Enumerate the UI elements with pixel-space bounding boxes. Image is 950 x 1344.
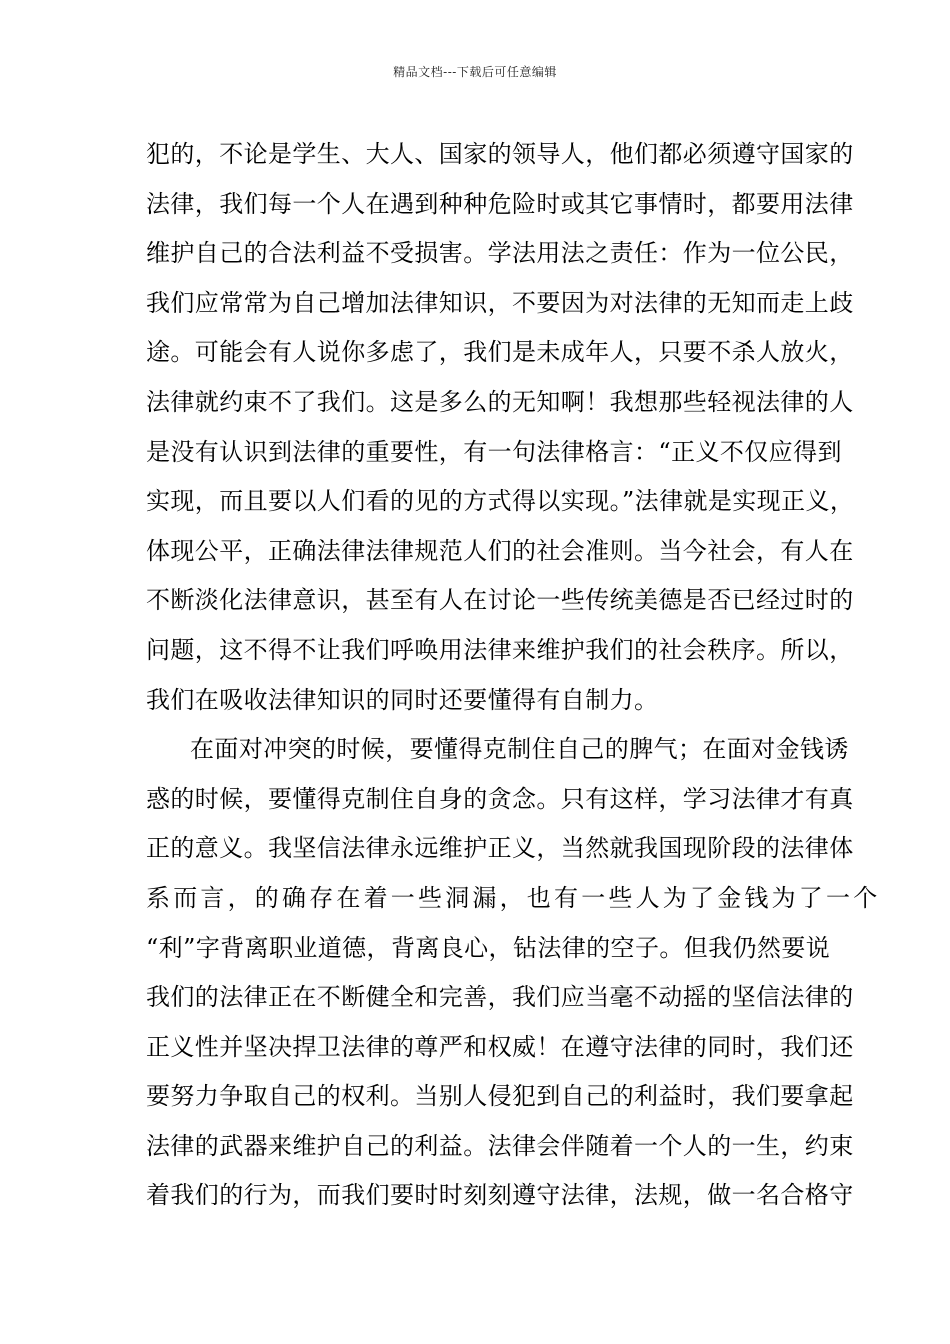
text-line: 着我们的行为，而我们要时时刻刻遵守法律，法规，做一名合格守 <box>146 1181 854 1210</box>
page-header: 精品文档---下载后可任意编辑 <box>393 65 557 79</box>
text-line: “利”字背离职业道德，背离良心，钻法律的空子。但我仍然要说 <box>146 933 831 962</box>
text-line: 是没有认识到法律的重要性，有一句法律格言：“正义不仅应得到 <box>146 437 842 466</box>
body-text <box>146 130 881 1221</box>
text-line: 法律就约束不了我们。这是多么的无知啊！我想那些轻视法律的人 <box>146 387 854 416</box>
text-line: 系而言，的确存在着一些洞漏，也有一些人为了金钱为了一个 <box>146 883 881 912</box>
text-line: 体现公平，正确法律法律规范人们的社会准则。当今社会，有人在 <box>146 536 854 565</box>
text-line: 我们在吸收法律知识的同时还要懂得有自制力。 <box>146 685 659 714</box>
text-line: 不断淡化法律意识，甚至有人在讨论一些传统美德是否已经过时的 <box>146 586 854 615</box>
text-line: 问题，这不得不让我们呼唤用法律来维护我们的社会秩序。所以， <box>146 635 854 664</box>
text-line: 要努力争取自己的权利。当别人侵犯到自己的利益时，我们要拿起 <box>146 1082 854 1111</box>
text-line: 法律的武器来维护自己的利益。法律会伴随着一个人的一生，约束 <box>146 1131 854 1160</box>
text-line: 实现，而且要以人们看的见的方式得以实现。”法律就是实现正义， <box>146 487 855 516</box>
text-line: 正义性并坚决捍卫法律的尊严和权威！在遵守法律的同时，我们还 <box>146 1032 854 1061</box>
text-line: 正的意义。我坚信法律永远维护正义，当然就我国现阶段的法律体 <box>146 834 854 863</box>
text-line: 法律，我们每一个人在遇到种种危险时或其它事情时，都要用法律 <box>146 189 854 218</box>
paragraph-start-line: 在面对冲突的时候，要懂得克制住自己的脾气；在面对金钱诱 <box>190 735 849 764</box>
text-line: 途。可能会有人说你多虑了，我们是未成年人，只要不杀人放火， <box>146 338 854 367</box>
text-line: 惑的时候，要懂得克制住自身的贪念。只有这样，学习法律才有真 <box>146 784 854 813</box>
text-line: 维护自己的合法利益不受损害。学法用法之责任：作为一位公民， <box>146 239 854 268</box>
text-line: 我们的法律正在不断健全和完善，我们应当毫不动摇的坚信法律的 <box>146 983 854 1012</box>
text-line: 犯的，不论是学生、大人、国家的领导人，他们都必须遵守国家的 <box>146 140 854 168</box>
text-line: 我们应常常为自己增加法律知识，不要因为对法律的无知而走上歧 <box>146 288 854 317</box>
